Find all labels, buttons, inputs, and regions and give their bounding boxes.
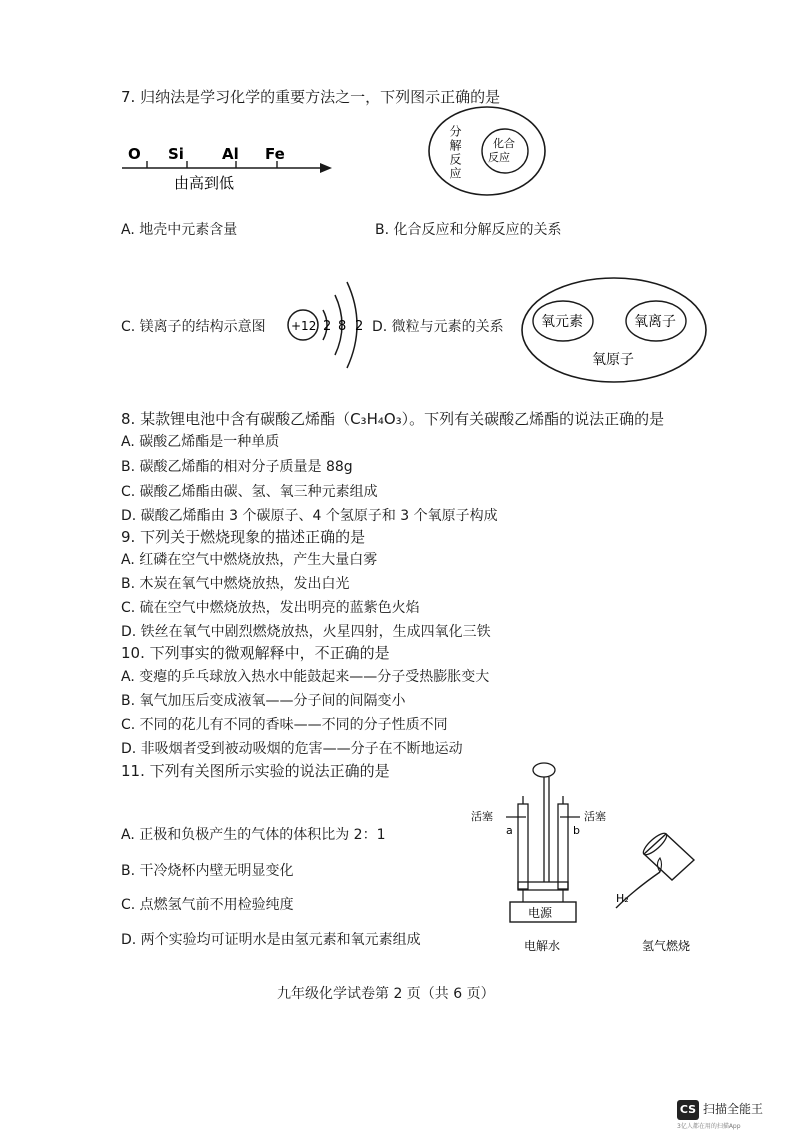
particle-element-diagram <box>518 274 710 386</box>
q10-option-a: A. 变瘪的乒乓球放入热水中能鼓起来——分子受热膨胀变大 <box>121 669 490 685</box>
axis-element-0: O <box>128 145 141 163</box>
q9-option-d: D. 铁丝在氧气中剧烈燃烧放热，火星四射，生成四氧化三铁 <box>121 624 491 640</box>
q7-axis-diagram <box>112 140 342 195</box>
q9-stem: 9. 下列关于燃烧现象的描述正确的是 <box>121 528 366 546</box>
diagram-label-ion: 氧离子 <box>634 314 676 330</box>
ion-nucleus: +12 <box>291 319 317 333</box>
q10-option-b: B. 氧气加压后变成液氧——分子间的间隔变小 <box>121 693 406 709</box>
venn-outer-label: 分解反应 <box>448 125 462 181</box>
q10-option-c: C. 不同的花儿有不同的香味——不同的分子性质不同 <box>121 717 448 733</box>
q8-option-c: C. 碳酸乙烯酯由碳、氢、氧三种元素组成 <box>121 484 378 500</box>
tube-b-label: b <box>573 824 580 837</box>
q9-option-b: B. 木炭在氧气中燃烧放热，发出白光 <box>121 576 350 592</box>
venn-inner-line1: 化合 <box>493 137 515 150</box>
diagram-label-element: 氧元素 <box>541 314 583 330</box>
power-supply-label: 电源 <box>528 906 553 920</box>
q9-option-c: C. 硫在空气中燃烧放热，发出明亮的蓝紫色火焰 <box>121 600 420 616</box>
venn-inner-line2: 反应 <box>488 151 510 164</box>
gas-label: H₂ <box>616 892 629 905</box>
q8-option-a: A. 碳酸乙烯酯是一种单质 <box>121 434 280 450</box>
q7-option-b: B. 化合反应和分解反应的关系 <box>375 222 562 238</box>
scanner-tagline: 3亿人都在用的扫描App <box>677 1123 741 1130</box>
q7-stem: 7. 归纳法是学习化学的重要方法之一，下列图示正确的是 <box>121 88 501 106</box>
electrolysis-caption: 电解水 <box>524 939 561 953</box>
ion-shell-1: 2 <box>323 319 332 334</box>
page-footer: 九年级化学试卷第 2 页（共 6 页） <box>277 986 495 1002</box>
q8-stem: 8. 某款锂电池中含有碳酸乙烯酯（C₃H₄O₃）。下列有关碳酸乙烯酯的说法正确的是 <box>121 410 665 428</box>
q11-option-d: D. 两个实验均可证明水是由氢元素和氧元素组成 <box>121 932 421 948</box>
q7-option-d: D. 微粒与元素的关系 <box>372 319 504 335</box>
ion-shell-2: 8 <box>338 319 347 334</box>
cs-logo: CS <box>677 1100 699 1120</box>
axis-element-3: Fe <box>265 145 285 163</box>
tube-a-label: a <box>506 824 513 837</box>
valve-left-label: 活塞 <box>471 810 493 823</box>
q8-option-b: B. 碳酸乙烯酯的相对分子质量是 88g <box>121 459 353 475</box>
q11-option-b: B. 干冷烧杯内壁无明显变化 <box>121 863 294 879</box>
axis-caption: 由高到低 <box>174 174 235 192</box>
q11-stem: 11. 下列有关图所示实验的说法正确的是 <box>121 762 390 780</box>
ion-shell-3: 2 <box>355 319 364 334</box>
diagram-label-atom: 氧原子 <box>592 352 634 368</box>
q10-option-d: D. 非吸烟者受到被动吸烟的危害——分子在不断地运动 <box>121 741 463 757</box>
axis-element-1: Si <box>168 145 184 163</box>
q11-option-c: C. 点燃氢气前不用检验纯度 <box>121 897 294 913</box>
combustion-caption: 氢气燃烧 <box>642 939 691 953</box>
q7-venn-diagram <box>425 103 550 199</box>
valve-right-label: 活塞 <box>584 810 606 823</box>
q11-option-a: A. 正极和负极产生的气体的体积比为 2：1 <box>121 827 386 843</box>
q10-stem: 10. 下列事实的微观解释中，不正确的是 <box>121 644 390 662</box>
axis-element-2: Al <box>222 145 239 163</box>
magnesium-ion-diagram <box>283 270 373 380</box>
scanner-app-name: 扫描全能王 <box>703 1102 764 1116</box>
q11-experiment-diagram <box>466 762 706 962</box>
q9-option-a: A. 红磷在空气中燃烧放热，产生大量白雾 <box>121 552 378 568</box>
q7-option-a: A. 地壳中元素含量 <box>121 222 238 238</box>
q7-option-c: C. 镁离子的结构示意图 <box>121 319 266 335</box>
q8-option-d: D. 碳酸乙烯酯由 3 个碳原子、4 个氢原子和 3 个氧原子构成 <box>121 508 498 524</box>
